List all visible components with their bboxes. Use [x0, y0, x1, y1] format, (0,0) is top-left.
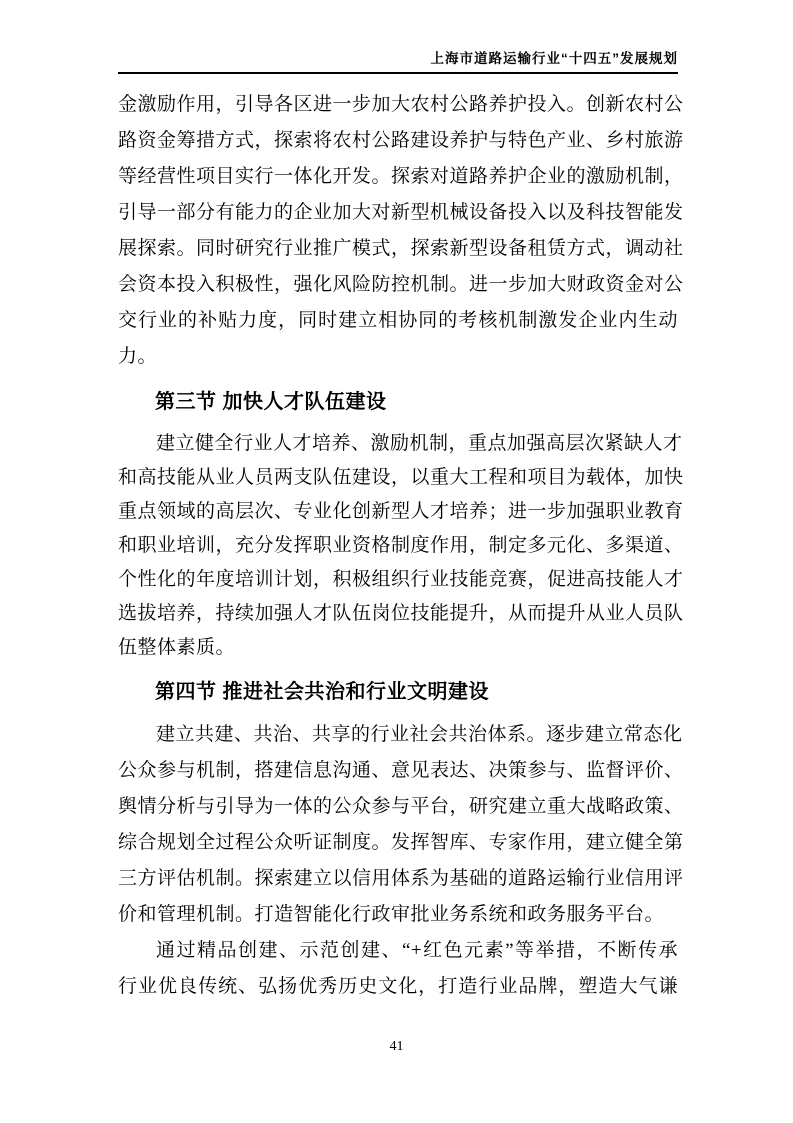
body-line: 建立健全行业人才培养、激励机制，重点加强高层次紧缺人才 — [156, 433, 683, 454]
paragraph — [118, 717, 684, 933]
body-line: 公众参与机制，搭建信息沟通、意见表达、决策参与、监督评价、 — [118, 760, 684, 781]
body-line: 建立共建、共治、共享的行业社会共治体系。逐步建立常态化 — [156, 724, 683, 745]
body-line: 力。 — [118, 346, 158, 367]
body-line: 选拔培养，持续加强人才队伍岗位技能提升，从而提升从业人员队 — [118, 603, 684, 624]
body-line: 会资本投入积极性，强化风险防控机制。进一步加大财政资金对公 — [118, 274, 684, 295]
body-line: 展探索。同时研究行业推广模式，探索新型设备租赁方式，调动社 — [118, 238, 684, 259]
document-body — [118, 87, 684, 1005]
page-number: 41 — [389, 1039, 404, 1054]
body-line: 交行业的补贴力度，同时建立相协同的考核机制激发企业内生动 — [118, 310, 678, 331]
body-line: 综合规划全过程公众听证制度。发挥智库、专家作用，建立健全第 — [118, 832, 684, 853]
body-line: 三方评估机制。探索建立以信用体系为基础的道路运输行业信用评 — [118, 868, 684, 889]
body-line: 引导一部分有能力的企业加大对新型机械设备投入以及科技智能发 — [118, 202, 684, 223]
paragraph — [118, 933, 678, 1005]
body-line: 通过精品创建、示范创建、“+红色元素”等举措，不断传承 — [156, 940, 678, 961]
body-line: 伍整体素质。 — [118, 637, 236, 658]
paragraph — [118, 87, 684, 375]
page-footer — [0, 1038, 793, 1056]
body-line: 行业优良传统、弘扬优秀历史文化，打造行业品牌，塑造大气谦 — [118, 976, 678, 997]
paragraph — [118, 427, 684, 665]
body-line: 等经营性项目实行一体化开发。探索对道路养护企业的激励机制， — [118, 166, 684, 187]
body-line: 个性化的年度培训计划，积极组织行业技能竞赛，促进高技能人才 — [118, 569, 684, 590]
section-heading: 第四节 推进社会共治和行业文明建设 — [155, 681, 490, 703]
body-line: 价和管理机制。打造智能化行政审批业务系统和政务服务平台。 — [118, 904, 665, 925]
section-heading: 第三节 加快人才队伍建设 — [155, 391, 387, 413]
body-line: 和高技能从业人员两支队伍建设，以重大工程和项目为载体，加快 — [118, 467, 684, 488]
header-title: 上海市道路运输行业“十四五”发展规划 — [430, 51, 678, 66]
page-header — [118, 50, 678, 74]
body-line: 和职业培训，充分发挥职业资格制度作用，制定多元化、多渠道、 — [118, 535, 684, 556]
body-line: 舆情分析与引导为一体的公众参与平台，研究建立重大战略政策、 — [118, 796, 684, 817]
body-line: 金激励作用，引导各区进一步加大农村公路养护投入。创新农村公 — [118, 94, 684, 115]
body-line: 重点领域的高层次、专业化创新型人才培养；进一步加强职业教育 — [118, 501, 684, 522]
body-line: 路资金筹措方式，探索将农村公路建设养护与特色产业、乡村旅游 — [118, 130, 684, 151]
